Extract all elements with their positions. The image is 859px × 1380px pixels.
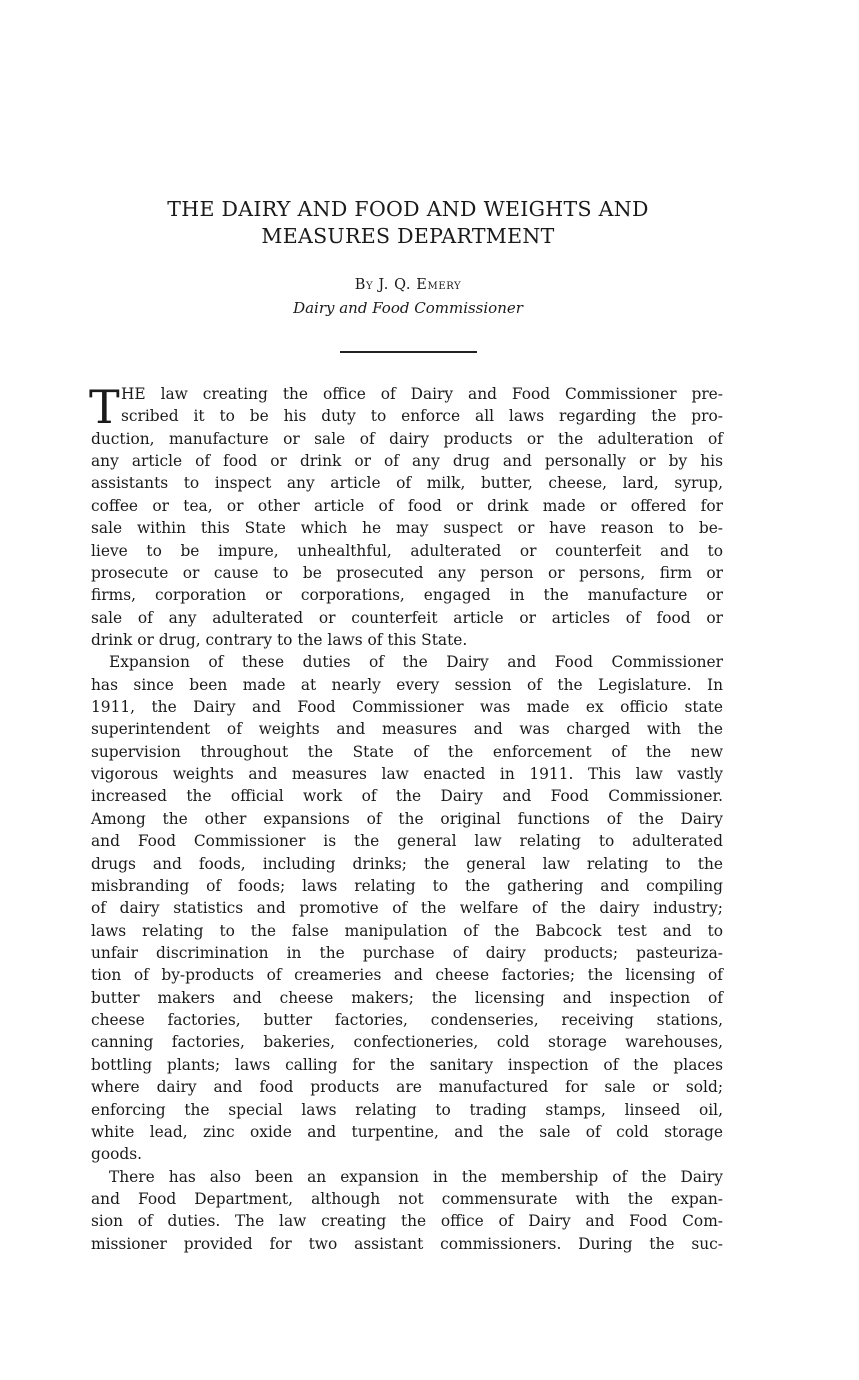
body-line: misbranding of foods; laws relating to the gathering and compiling (91, 876, 723, 895)
body-line: white lead, zinc oxide and turpentine, and the sale of cold storage (91, 1122, 723, 1141)
body-line: and Food Department, although not commensurate with the expan- (91, 1189, 723, 1208)
body-line: cheese factories, butter factories, condenseries, receiving stations, (91, 1011, 723, 1030)
body-line: lieve to be impure, unhealthful, adulterated or counterfeit and to (91, 541, 723, 560)
body-line: canning factories, bakeries, confectioneries, cold storage warehouses, (91, 1033, 723, 1052)
author-role: Dairy and Food Commissioner (293, 299, 523, 317)
body-line: Expansion of these duties of the Dairy and Food Commissioner (109, 653, 723, 672)
body-line: has since been made at nearly every session of the Legislature. In (91, 675, 723, 694)
body-line: of dairy statistics and promotive of the welfare of the dairy industry; (91, 899, 723, 918)
body-line: drink or drug, contrary to the laws of this State. (91, 630, 468, 649)
body-line: duction, manufacture or sale of dairy products or the adulteration of (91, 429, 723, 448)
body-line: 1911, the Dairy and Food Commissioner was made ex officio state (91, 698, 723, 717)
title-line-2: MEASURES DEPARTMENT (261, 224, 555, 248)
body-line: assistants to inspect any article of milk, butter, cheese, lard, syrup, (91, 474, 723, 493)
drop-cap: T (89, 380, 120, 434)
body-line: coffee or tea, or other article of food or drink made or offered for (91, 496, 723, 515)
body-line: Among the other expansions of the original functions of the Dairy (91, 809, 723, 828)
body-line: prosecute or cause to be prosecuted any person or persons, firm or (91, 563, 723, 582)
body-line: any article of food or drink or of any drug and personally or by his (91, 452, 723, 471)
body-line: HE law creating the office of Dairy and Food Commissioner pre- (121, 385, 723, 403)
body-line: drugs and foods, including drinks; the general law relating to the (91, 854, 723, 873)
body-line: There has also been an expansion in the membership of the Dairy (109, 1167, 723, 1186)
body-line: sale of any adulterated or counterfeit article or articles of food or (91, 608, 723, 627)
article-body (89, 380, 723, 1255)
body-line: enforcing the special laws relating to trading stamps, linseed oil, (91, 1100, 723, 1119)
body-line: scribed it to be his duty to enforce all laws regarding the pro- (121, 407, 723, 426)
body-line: where dairy and food products are manufactured for sale or sold; (91, 1078, 723, 1097)
body-line: butter makers and cheese makers; the licensing and inspection of (91, 988, 723, 1007)
body-line: tion of by-products of creameries and cheese factories; the licensing of (91, 966, 723, 985)
body-line: laws relating to the false manipulation of the Babcock test and to (91, 921, 723, 940)
body-line: vigorous weights and measures law enacted in 1911. This law vastly (91, 765, 723, 784)
body-line: unfair discrimination in the purchase of dairy products; pasteuriza- (91, 943, 723, 962)
body-line: and Food Commissioner is the general law relating to adulterated (91, 832, 723, 851)
body-line: bottling plants; laws calling for the sanitary inspection of the places (91, 1055, 723, 1074)
byline: By J. Q. Emery (354, 277, 462, 293)
body-line: sale within this State which he may suspect or have reason to be- (91, 519, 723, 538)
body-line: sion of duties. The law creating the office of Dairy and Food Com- (91, 1212, 723, 1231)
body-line: increased the official work of the Dairy and Food Commissioner. (91, 787, 723, 806)
divider-rule (340, 351, 477, 353)
body-line: superintendent of weights and measures and was charged with the (91, 720, 723, 739)
body-line: goods. (91, 1145, 143, 1164)
body-line: missioner provided for two assistant commissioners. During the suc- (91, 1234, 723, 1253)
body-line: supervision throughout the State of the enforcement of the new (91, 742, 723, 761)
article-title (90, 196, 726, 250)
title-line-1: THE DAIRY AND FOOD AND WEIGHTS AND (167, 197, 649, 221)
body-line: firms, corporation or corporations, engaged in the manufacture or (91, 586, 723, 605)
